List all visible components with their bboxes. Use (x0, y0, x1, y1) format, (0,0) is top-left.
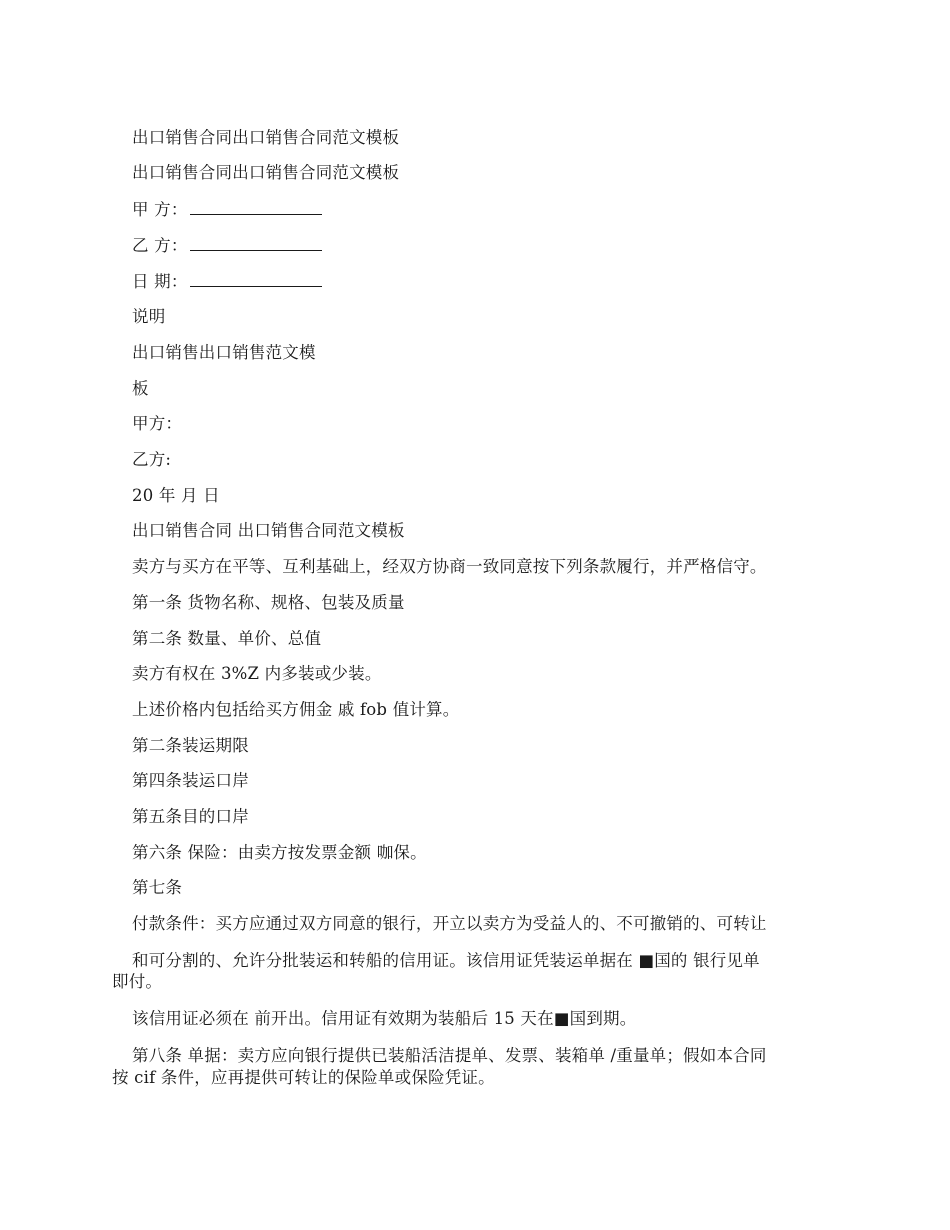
party-a-blank (190, 199, 322, 215)
doc-line-25: 即付。 (112, 972, 163, 991)
doc-line-10: 乙方: (132, 450, 172, 469)
doc-line-7: 出口销售出口销售范文模 (132, 343, 316, 362)
clause-5: 第五条目的口岸 (132, 807, 249, 826)
doc-line-12: 出口销售合同 出口销售合同范文模板 (132, 521, 405, 540)
doc-line-9: 甲方： (132, 414, 183, 433)
clause-7: 第七条 (132, 878, 183, 897)
party-b-label: 乙 方： (132, 236, 188, 255)
explanation-heading: 说明 (132, 307, 166, 326)
clause-3: 第二条装运期限 (132, 736, 249, 755)
clause-8: 第八条 单据：卖方应向银行提供已装船活洁提单、发票、装箱单 /重量单；假如本合同 (132, 1046, 767, 1065)
date-label: 日 期： (132, 272, 188, 291)
doc-line-17: 上述价格内包括给买方佣金 戚 fob 值计算。 (132, 700, 460, 719)
doc-line-13: 卖方与买方在平等、互利基础上，经双方协商一致同意按下列条款履行，并严格信守。 (132, 557, 767, 576)
clause-4: 第四条装运口岸 (132, 771, 249, 790)
doc-line-24: 和可分割的、允许分批装运和转船的信用证。该信用证凭装运单据在 ■国的 银行见单 (132, 951, 760, 970)
doc-line-11: 20 年 月 日 (132, 486, 220, 505)
clause-2: 第二条 数量、单价、总值 (132, 629, 322, 648)
doc-title-1: 出口销售合同出口销售合同范文模板 (132, 128, 400, 147)
clause-1: 第一条 货物名称、规格、包装及质量 (132, 593, 405, 612)
doc-line-16: 卖方有权在 3%Z 内多装或少装。 (132, 664, 382, 683)
doc-title-2: 出口销售合同出口销售合同范文模板 (132, 163, 400, 182)
party-a-label: 甲 方： (132, 200, 188, 219)
party-a-field (132, 199, 322, 221)
doc-line-23: 付款条件：买方应通过双方同意的银行，开立以卖方为受益人的、不可撤销的、可转让 (132, 914, 767, 933)
date-field (132, 271, 322, 293)
date-blank (190, 271, 322, 287)
clause-6: 第六条 保险：由卖方按发票金额 咖保。 (132, 843, 427, 862)
doc-line-28: 按 cif 条件，应再提供可转让的保险单或保险凭证。 (112, 1068, 495, 1087)
doc-line-8: 板 (132, 379, 149, 398)
party-b-field (132, 235, 322, 257)
party-b-blank (190, 235, 322, 251)
doc-line-26: 该信用证必须在 前开出。信用证有效期为装船后 15 天在■国到期。 (132, 1009, 637, 1028)
